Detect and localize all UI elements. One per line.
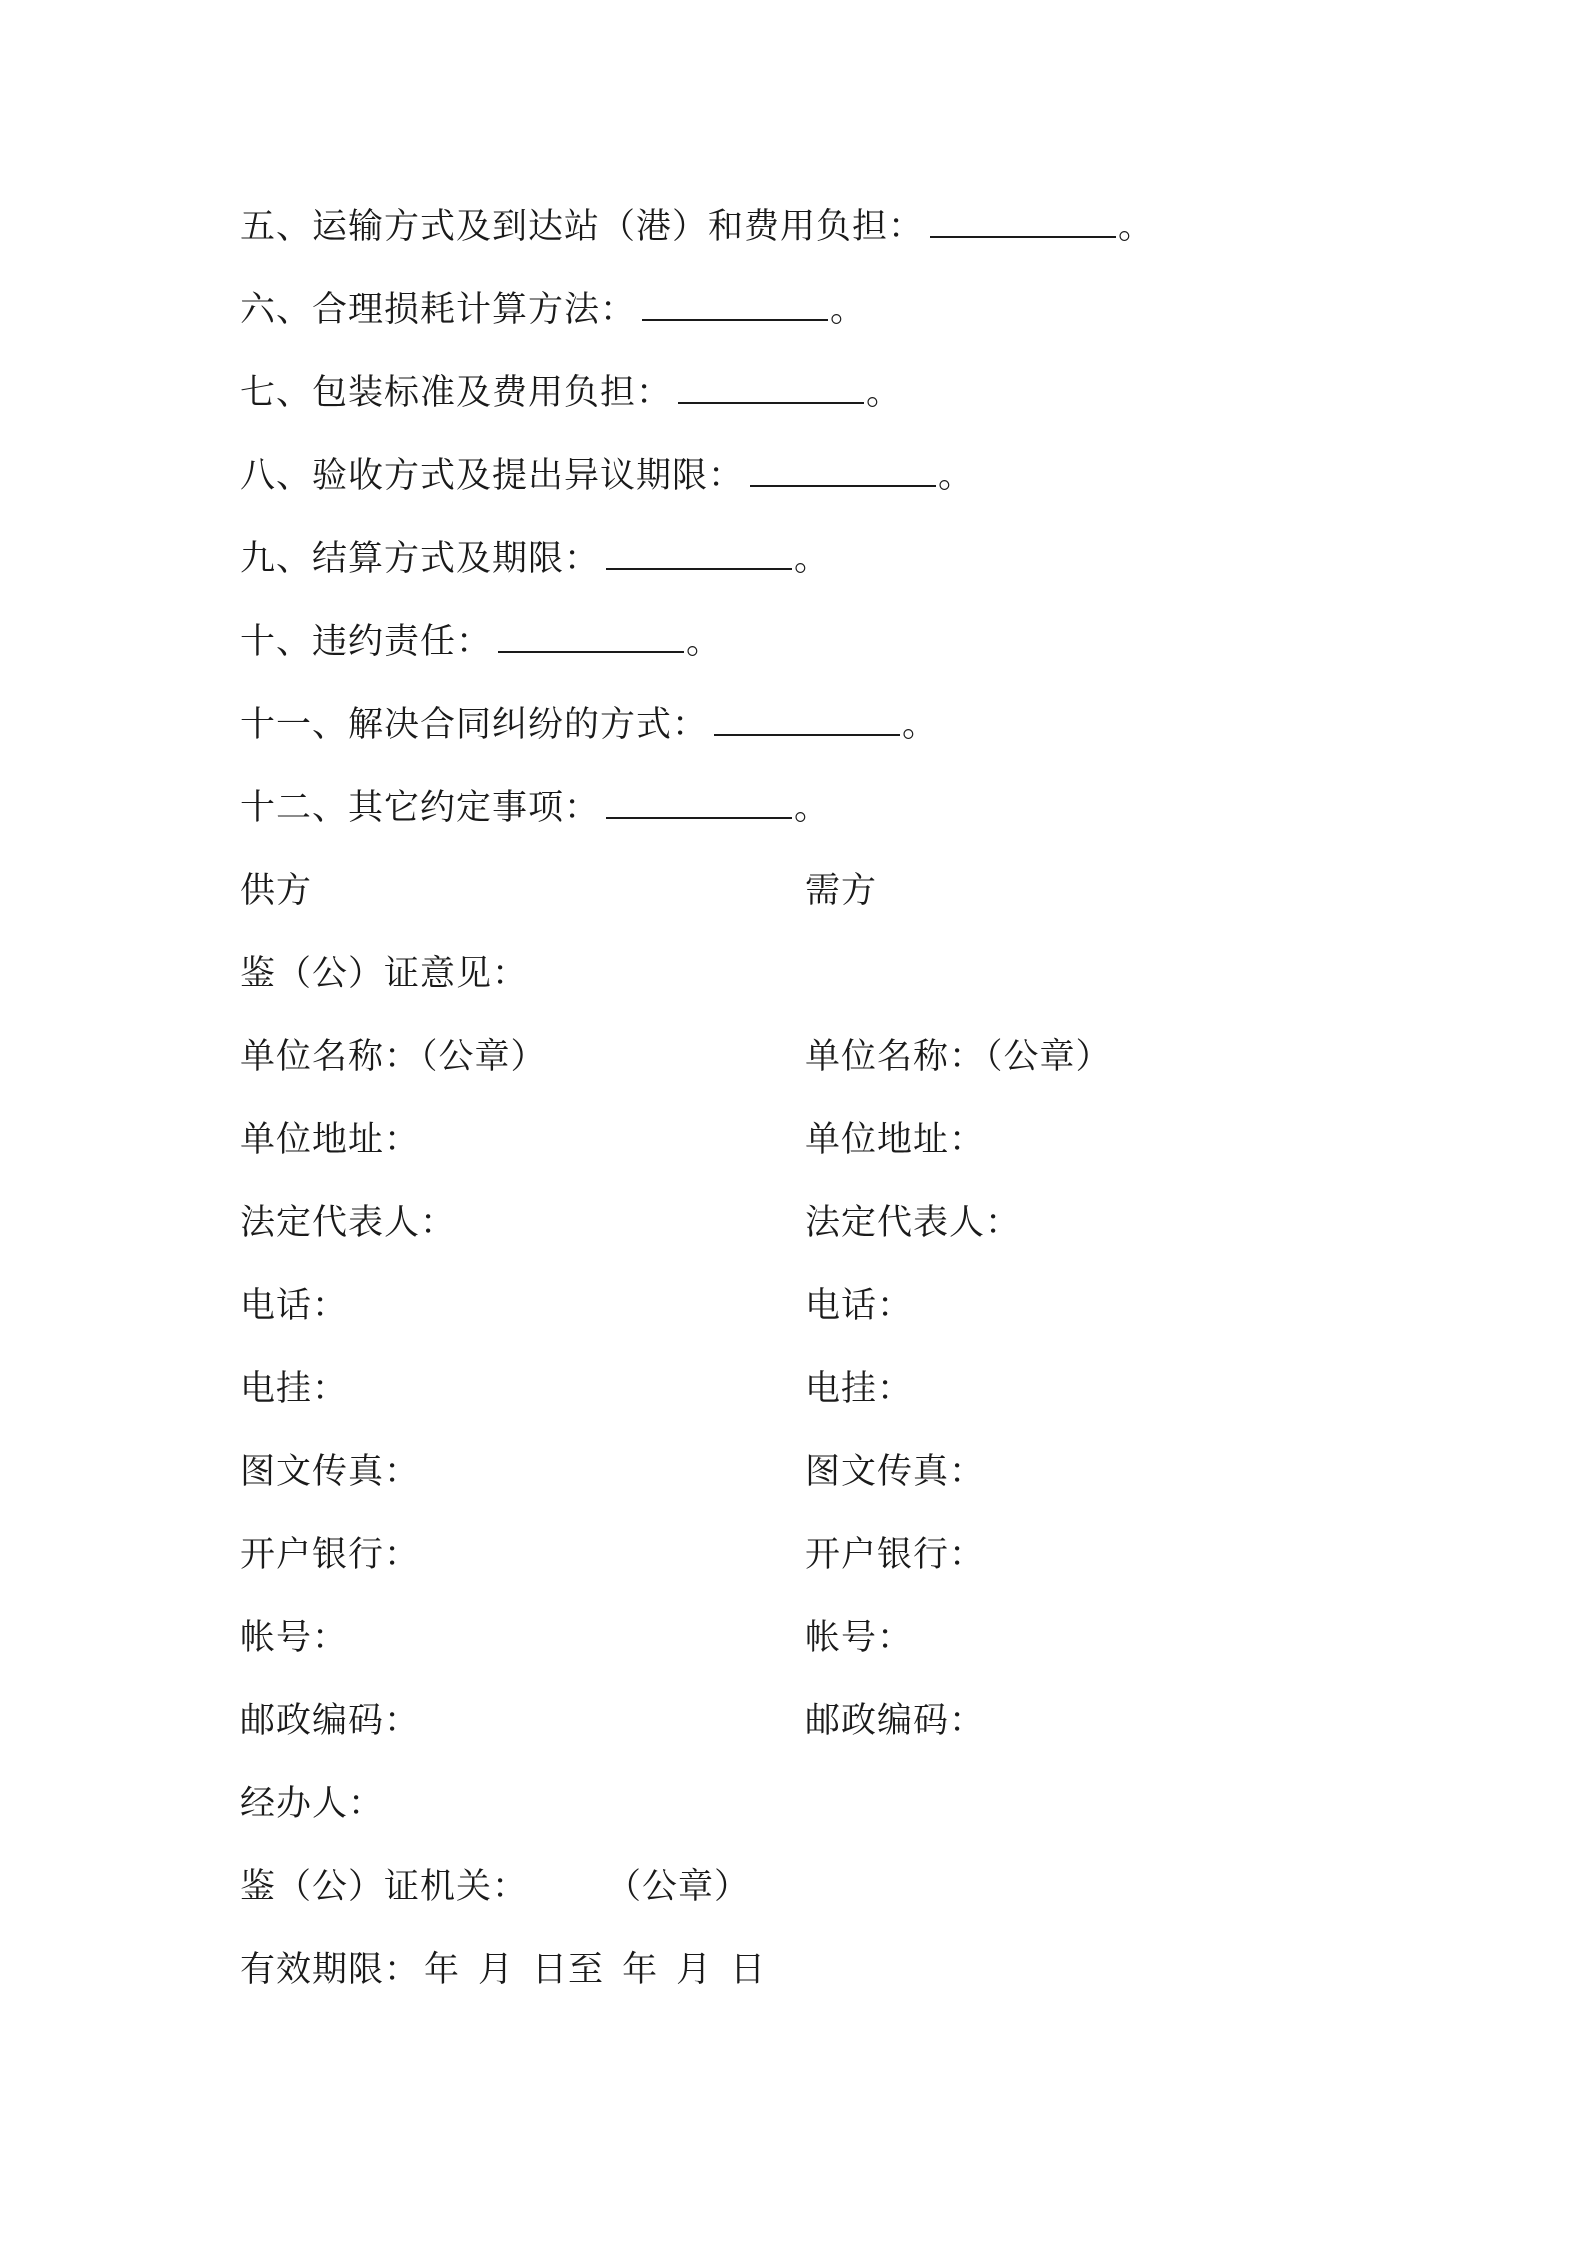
fill-blank xyxy=(714,704,900,736)
clause-label: 七、包装标准及费用负担： xyxy=(240,373,673,413)
buyer-telegraph: 电挂： xyxy=(805,1369,914,1409)
clause-12: 十二、其它约定事项： 。 xyxy=(240,788,831,828)
buyer-postcode: 邮政编码： xyxy=(805,1701,986,1741)
notary-opinion: 鉴（公）证意见： xyxy=(240,954,529,994)
clause-label: 十二、其它约定事项： xyxy=(240,788,601,828)
notary-office xyxy=(240,1865,750,1909)
supplier-legal-rep: 法定代表人： xyxy=(240,1203,457,1243)
clause-5: 五、运输方式及到达站（港）和费用负担： 。 xyxy=(240,207,1155,247)
validity-month-start: 月 xyxy=(478,1950,515,1990)
validity-year-start: 年 xyxy=(424,1950,461,1990)
clause-11: 十一、解决合同纠纷的方式： 。 xyxy=(240,705,939,745)
validity-period xyxy=(240,1948,766,1992)
fill-blank xyxy=(678,372,864,404)
clause-7: 七、包装标准及费用负担： 。 xyxy=(240,373,903,413)
validity-year-end: 年 xyxy=(622,1950,659,1990)
notary-office-label: 鉴（公）证机关： xyxy=(240,1867,529,1907)
validity-day-end: 日 xyxy=(730,1950,767,1990)
clause-label: 八、验收方式及提出异议期限： xyxy=(240,456,745,496)
supplier-telegraph: 电挂： xyxy=(240,1369,349,1409)
fill-blank xyxy=(750,455,936,487)
supplier-bank: 开户银行： xyxy=(240,1535,421,1575)
buyer-phone: 电话： xyxy=(805,1286,914,1326)
fill-blank xyxy=(642,289,828,321)
buyer-unit-address: 单位地址： xyxy=(805,1120,986,1160)
fill-blank xyxy=(498,621,684,653)
buyer-bank: 开户银行： xyxy=(805,1535,986,1575)
supplier-postcode: 邮政编码： xyxy=(240,1701,421,1741)
buyer-fax: 图文传真： xyxy=(805,1452,986,1492)
validity-label: 有效期限： xyxy=(240,1950,421,1990)
clause-6: 六、合理损耗计算方法： 。 xyxy=(240,290,867,330)
fill-blank xyxy=(930,206,1116,238)
supplier-fax: 图文传真： xyxy=(240,1452,421,1492)
clause-label: 五、运输方式及到达站（港）和费用负担： xyxy=(240,207,925,247)
buyer-account: 帐号： xyxy=(805,1618,914,1658)
clause-label: 十一、解决合同纠纷的方式： xyxy=(240,705,709,745)
fill-blank xyxy=(606,787,792,819)
supplier-heading: 供方 xyxy=(240,871,313,911)
buyer-legal-rep: 法定代表人： xyxy=(805,1203,1022,1243)
notary-office-seal: （公章） xyxy=(606,1867,751,1907)
buyer-unit-name: 单位名称：（公章） xyxy=(805,1037,1112,1077)
fill-blank xyxy=(606,538,792,570)
supplier-phone: 电话： xyxy=(240,1286,349,1326)
clause-label: 十、违约责任： xyxy=(240,622,493,662)
clause-label: 六、合理损耗计算方法： xyxy=(240,290,637,330)
validity-day-start-to: 日至 xyxy=(532,1950,605,1990)
buyer-heading: 需方 xyxy=(805,871,878,911)
supplier-unit-name: 单位名称：（公章） xyxy=(240,1037,547,1077)
handler-label: 经办人： xyxy=(240,1784,385,1824)
supplier-unit-address: 单位地址： xyxy=(240,1120,421,1160)
clause-9: 九、结算方式及期限： 。 xyxy=(240,539,831,579)
validity-month-end: 月 xyxy=(676,1950,713,1990)
clause-10: 十、违约责任： 。 xyxy=(240,622,723,662)
clause-label: 九、结算方式及期限： xyxy=(240,539,601,579)
supplier-account: 帐号： xyxy=(240,1618,349,1658)
clause-8: 八、验收方式及提出异议期限： 。 xyxy=(240,456,975,496)
